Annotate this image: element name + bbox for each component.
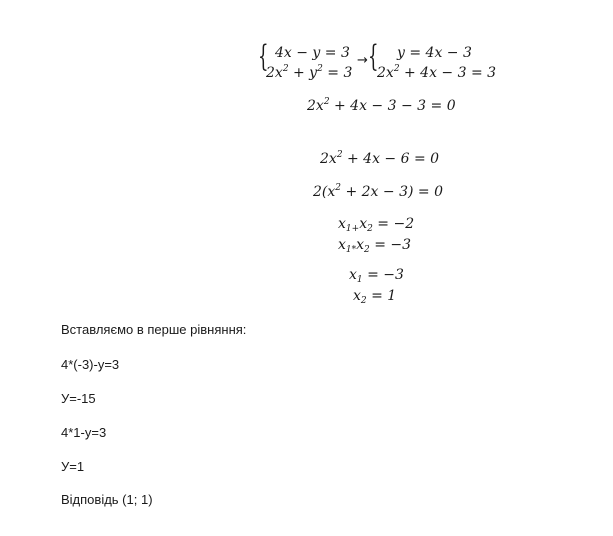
calculation-1: 4*(-3)-y=3 [61,357,120,372]
system-right-line1: y = 4x − 3 [397,45,472,61]
result-2: У=1 [61,459,85,474]
substitute-text: Вставляємо в перше рівняння: [61,322,247,337]
system-left-line1: 4x − y = 3 [275,45,350,61]
result-1: У=-15 [61,391,96,406]
system-right-line2: $2x^2 + 4x - 3 = 3$ [377,64,497,81]
system-left-line2: $2x^2 + y^2 = 3$ [266,64,353,81]
answer-text: Відповідь (1; 1) [61,492,153,507]
equation-2: $2x^2 + 4x - 6 = 0$ [320,150,440,167]
equation-3: $2(x^2 + 2x - 3) = 0$ [313,183,443,200]
vieta-product: $x_{1*}x_2 = -3$ [338,237,412,255]
implies-arrow: → [357,53,368,68]
right-brace: { [368,39,379,74]
root-2: $x_2 = 1$ [353,288,397,306]
left-brace: { [258,39,269,74]
root-1: $x_1 = -3$ [349,267,404,285]
vieta-sum: $x_{1+}x_2 = -2$ [338,216,415,234]
calculation-2: 4*1-y=3 [61,425,107,440]
equation-1: $2x^2 + 4x - 3 - 3 = 0$ [307,97,456,114]
